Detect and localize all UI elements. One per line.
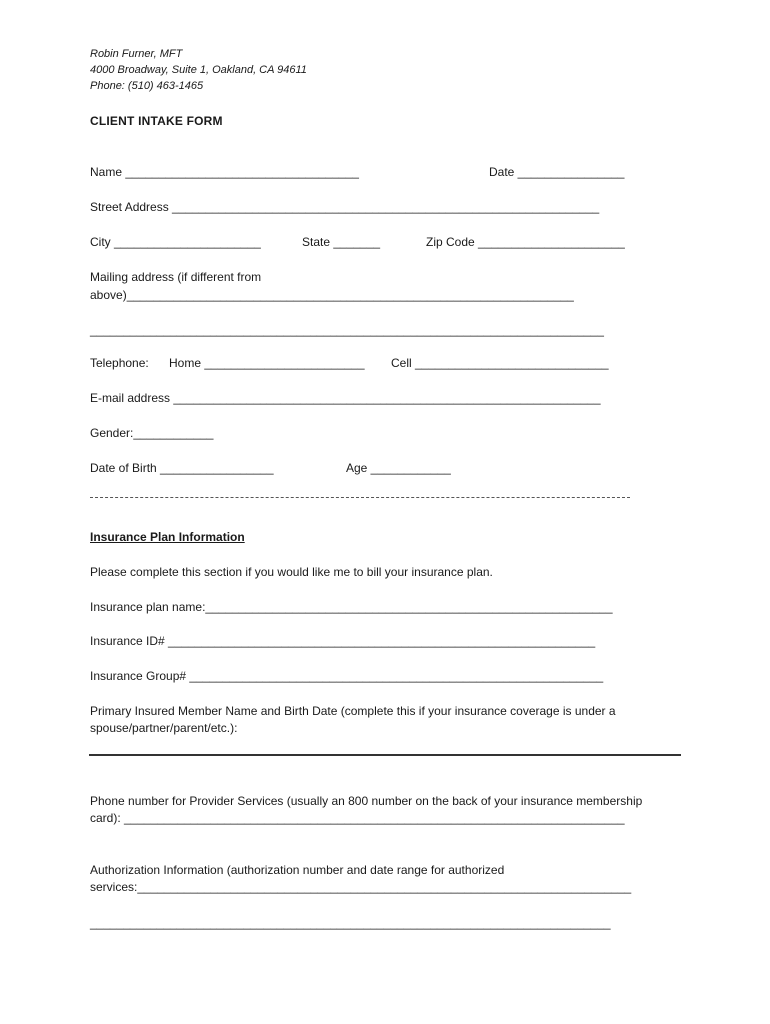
mailing-address-label: Mailing address (if different from [90,270,262,284]
street-address-field[interactable]: Street Address ________________________________________________________________ [90,200,600,214]
home-phone-field[interactable]: Home ________________________ [169,356,365,370]
primary-insured-label-2: spouse/partner/parent/etc.): [90,721,238,735]
provider-address: 4000 Broadway, Suite 1, Oakland, CA 94611 [90,64,307,76]
insurance-plan-name-field[interactable]: Insurance plan name:_____________________________________________________________ [90,600,613,614]
date-of-birth-field[interactable]: Date of Birth _________________ [90,461,274,475]
mailing-address-field[interactable]: above)___________________________________________________________________ [90,288,574,302]
cell-phone-field[interactable]: Cell _____________________________ [391,356,609,370]
provider-name: Robin Furner, MFT [90,48,183,60]
form-title: CLIENT INTAKE FORM [90,114,223,128]
insurance-id-field[interactable]: Insurance ID# ________________________________________________________________ [90,634,596,648]
zip-code-field[interactable]: Zip Code ______________________ [426,235,625,249]
authorization-label: Authorization Information (authorization number and date range for authorized [90,863,505,877]
telephone-label: Telephone: [90,356,149,370]
insurance-intro: Please complete this section if you would like me to bill your insurance plan. [90,565,493,579]
state-field[interactable]: State _______ [302,235,381,249]
gender-field[interactable]: Gender:____________ [90,426,214,440]
primary-insured-label: Primary Insured Member Name and Birth Date (complete this if your insurance coverage is under a [90,704,616,718]
authorization-field[interactable]: services:__________________________________________________________________________ [90,880,632,894]
email-field[interactable]: E-mail address ________________________________________________________________ [90,391,601,405]
insurance-heading: Insurance Plan Information [90,530,245,544]
provider-phone: Phone: (510) 463-1465 [90,80,204,92]
section-separator [90,497,630,498]
name-field[interactable]: Name ___________________________________ [90,165,359,179]
mailing-address-field-2[interactable]: _____________________________________________________________________________ [90,323,604,337]
age-field[interactable]: Age ____________ [346,461,451,475]
provider-services-field[interactable]: card): ___________________________________________________________________________ [90,811,625,825]
insurance-group-field[interactable]: Insurance Group# ______________________________________________________________ [90,669,604,683]
authorization-field-2[interactable]: ______________________________________________________________________________ [90,916,611,930]
provider-services-label: Phone number for Provider Services (usually an 800 number on the back of your insurance membership [90,794,643,808]
date-field[interactable]: Date ________________ [489,165,625,179]
city-field[interactable]: City ______________________ [90,235,261,249]
primary-insured-entry-line[interactable] [89,754,681,756]
